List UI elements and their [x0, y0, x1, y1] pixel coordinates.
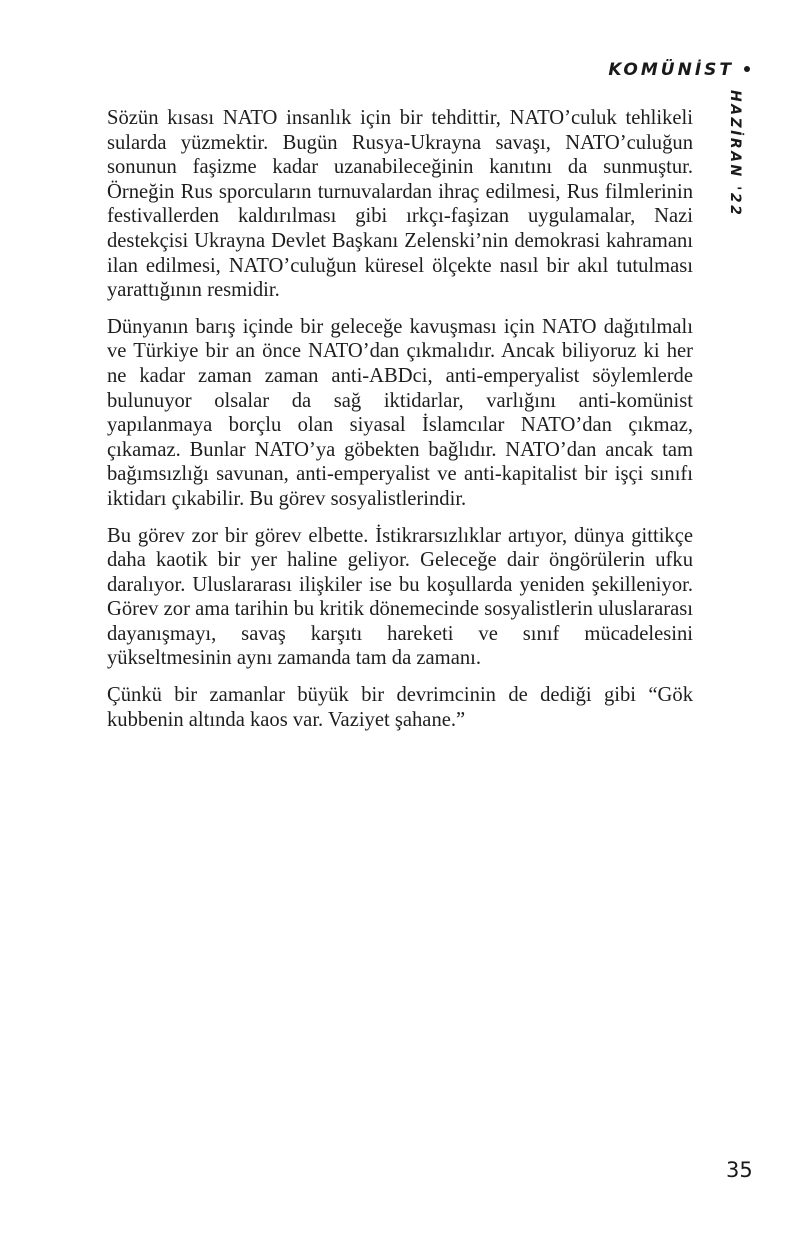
issue-date: HAZİRAN '22: [727, 90, 743, 218]
page-number: 35: [726, 1158, 753, 1182]
paragraph: Sözün kısası NATO insanlık için bir tehdittir, NATO’culuk tehlikeli sularda yüzmektir. Bugün Rusya-Ukrayna savaşı, NATO’culuğun sonunun faşizme kadar uzanabileceğinin kanıtını da sunmuştur. Örneğin Rus sporcuların turnuvalardan ihraç edilmesi, Rus filmlerinin festivallerden kaldırılması gibi ırkçı-faşizan uygulamalar, Nazi destekçisi Ukrayna Devlet Başkanı Zelenski’nin demokrasi kahramanı ilan edilmesi, NATO’culuğun küresel ölçekte nasıl bir akıl tutulması yarattığının resmidir.: [107, 107, 693, 302]
paragraph: Çünkü bir zamanlar büyük bir devrimcinin de dediği gibi “Gök kubbenin altında kaos var. Vaziyet şahane.”: [107, 684, 693, 731]
paragraph: Bu görev zor bir görev elbette. İstikrarsızlıklar artıyor, dünya gittikçe daha kaotik bir yer haline geliyor. Geleceğe dair öngörülerin ufku daralıyor. Uluslararası ilişkiler ise bu koşullarda yeniden şekilleniyor. Görev zor ama tarihin bu kritik dönemecinde sosyalistlerin uluslararası dayanışmayı, savaş karşıtı hareketi ve sınıf mücadelesini yükseltmesinin aynı zamanda tam da zamanı.: [107, 524, 693, 670]
paragraph: Dünyanın barış içinde bir geleceğe kavuşması için NATO dağıtılmalı ve Türkiye bir an önce NATO’dan çıkmalıdır. Ancak biliyoruz ki her ne kadar zaman zaman anti-ABDci, anti-emperyalist söylemlerde bulunuyor olsalar da sağ iktidarlar, varlığını anti-komünist yapılanmaya borçlu olan siyasal İslamcılar NATO’dan çıkmaz, çıkamaz. Bunlar NATO’ya göbekten bağlıdır. NATO’dan ancak tam bağımsızlığı savunan, anti-emperyalist ve anti-kapitalist bir işçi sınıfı iktidarı çıkabilir. Bu görev sosyalistlerindir.: [107, 315, 693, 510]
magazine-name: KOMÜNİST: [608, 60, 734, 80]
bullet-dot-icon: [744, 66, 750, 72]
running-header: [560, 60, 750, 80]
article-body: [107, 106, 693, 744]
